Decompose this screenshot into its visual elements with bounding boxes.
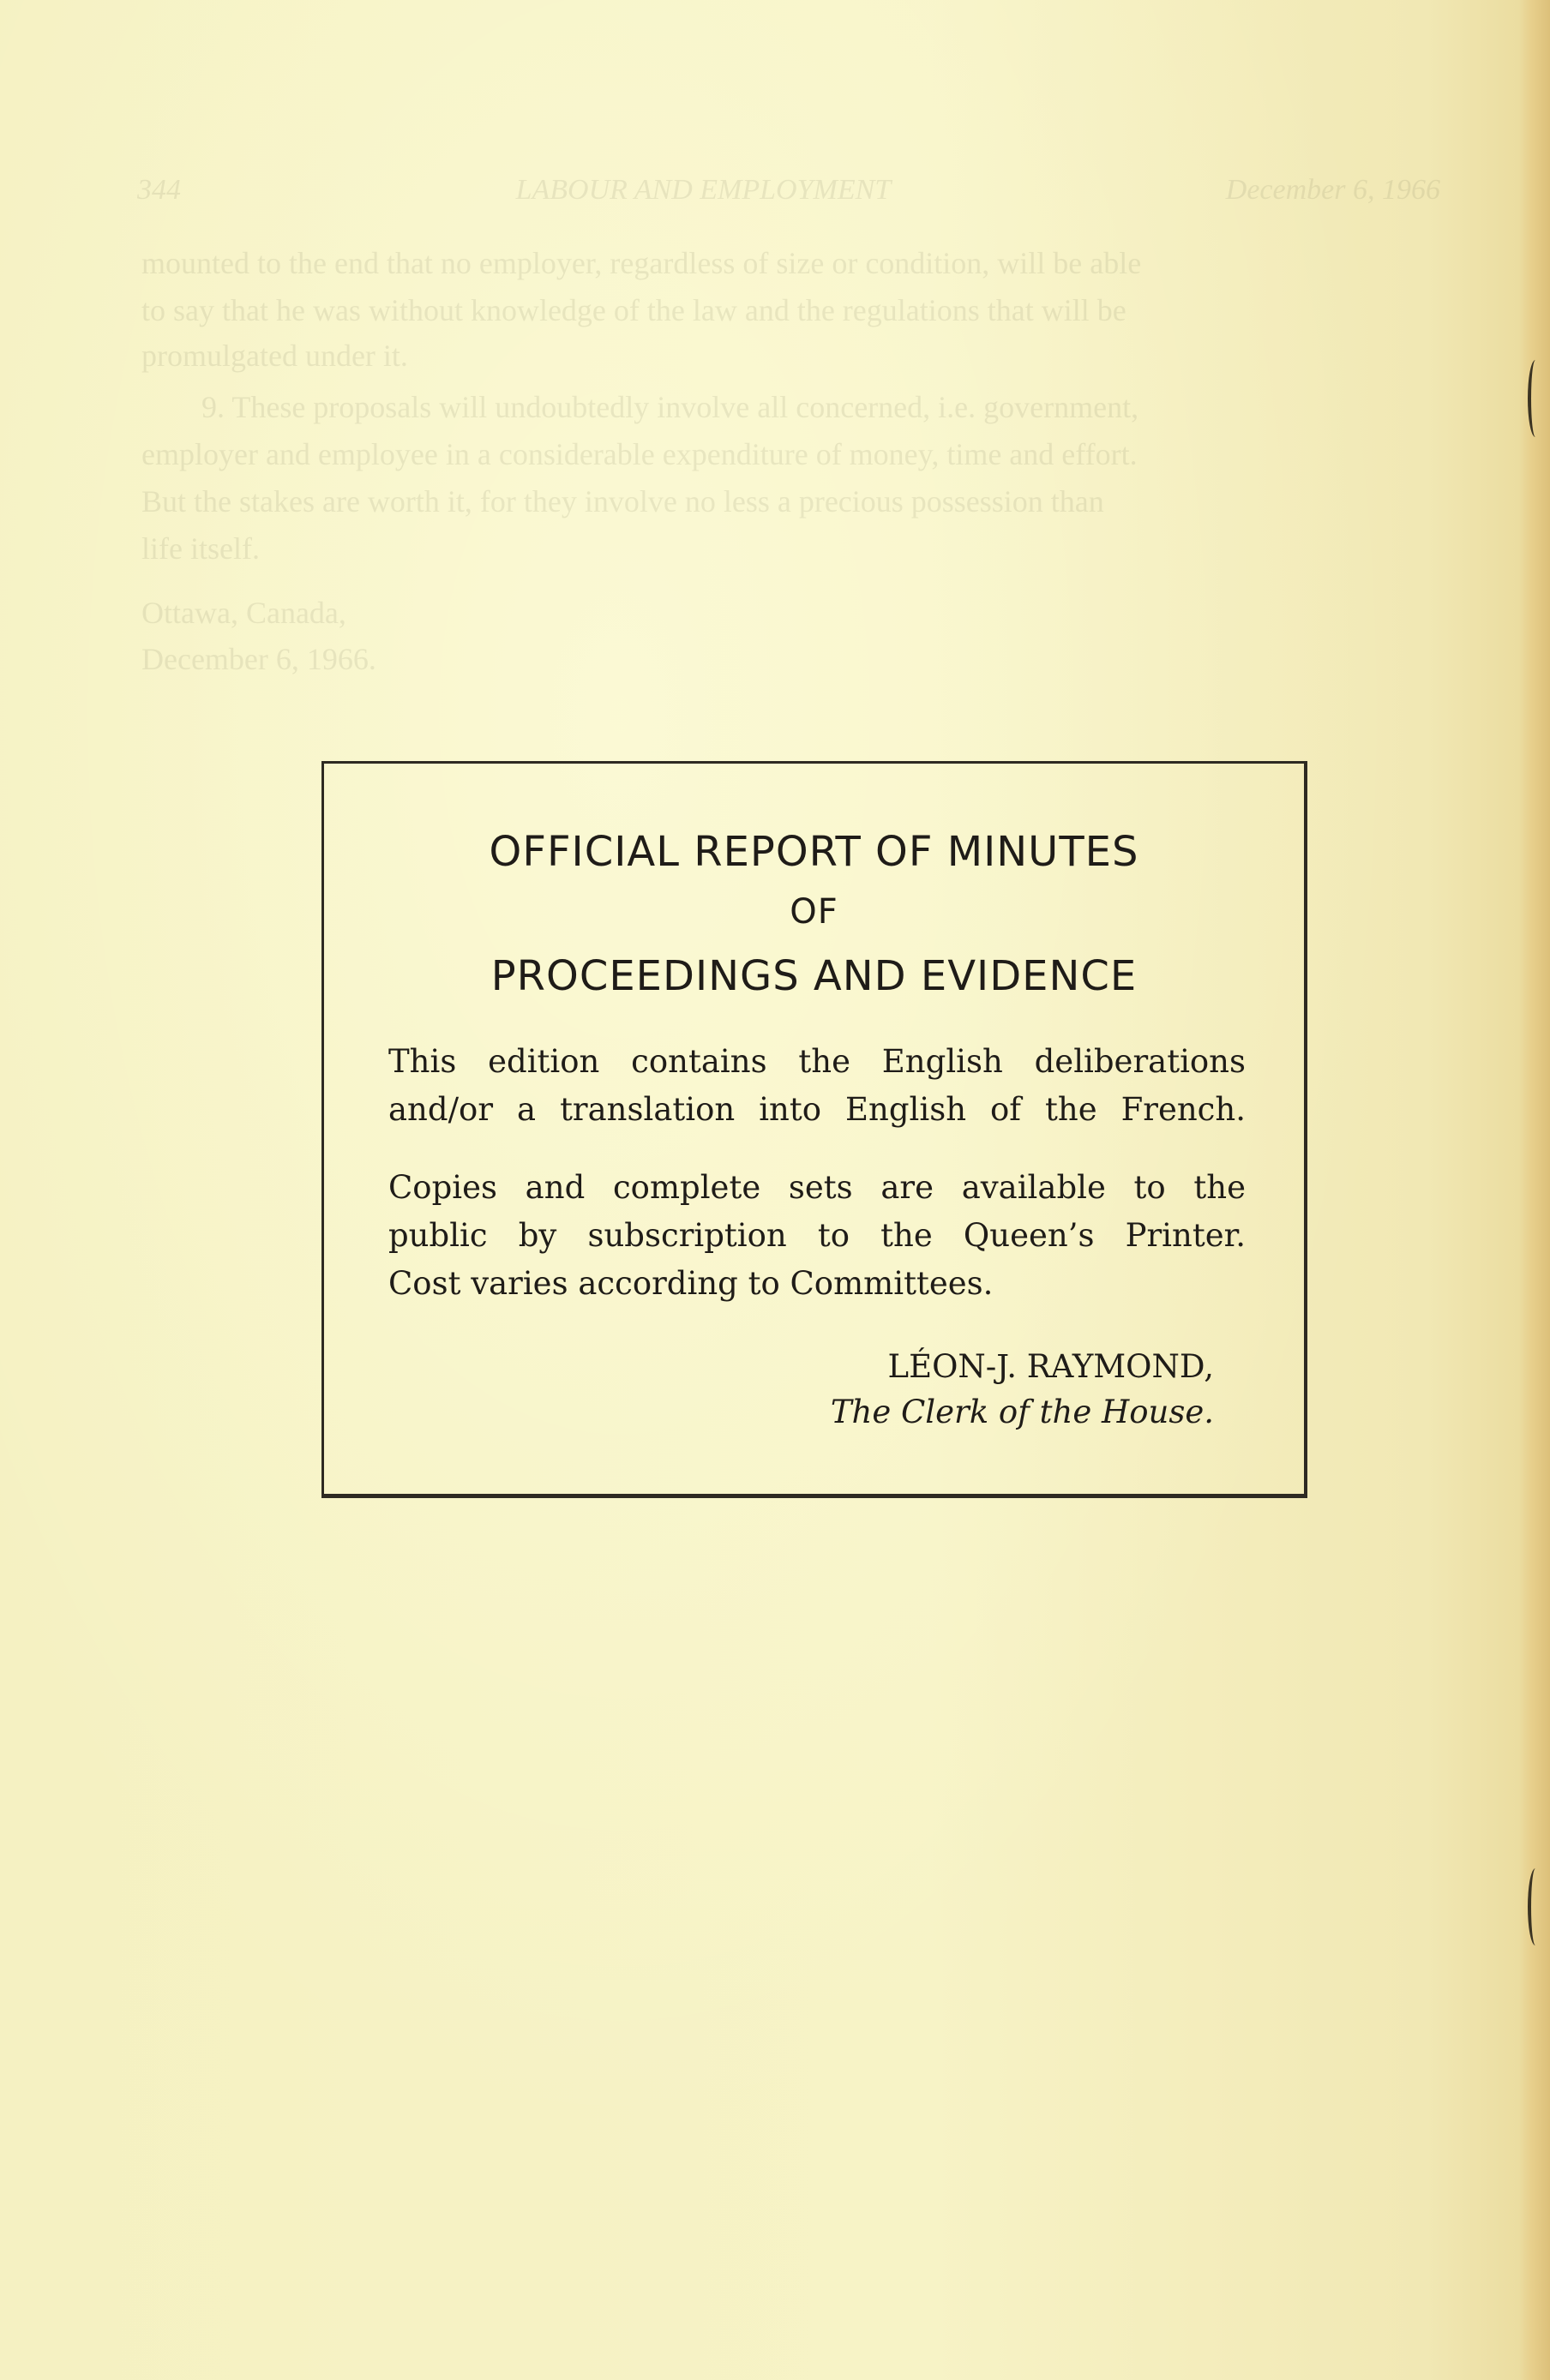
show-through-line: 9. These proposals will undoubtedly involve all concerned, i.e. government, [201,390,1139,424]
show-through-line: December 6, 1966. [141,642,376,676]
show-through-line: life itself. [141,531,260,566]
subscription-paragraph-line: public by subscription to the Queen’s Printer. [388,1217,1246,1254]
subscription-paragraph-line: Cost varies according to Committees. [388,1265,994,1302]
show-through-header [137,167,1440,213]
notice-title-line-1: OFFICIAL REPORT OF MINUTES [489,828,1139,876]
edition-paragraph [388,1038,1246,1134]
binding-clip-mark [1528,1868,1543,1945]
show-through-date: December 6, 1966 [1225,174,1440,206]
page-binding-edge [1519,0,1550,2380]
show-through-line: Ottawa, Canada, [141,596,346,630]
notice-title-line-3: PROCEEDINGS AND EVIDENCE [490,952,1138,1000]
edition-paragraph-line: This edition contains the English deliberations [388,1043,1246,1080]
show-through-line: employer and employee in a considerable expenditure of money, time and effort. [141,437,1138,471]
subscription-paragraph-line: Copies and complete sets are available to the [388,1169,1246,1206]
binding-clip-mark [1528,360,1543,437]
show-through-line: promulgated under it. [141,339,408,373]
signature-name: LÉON-J. RAYMOND, [887,1348,1214,1385]
subscription-paragraph [388,1164,1246,1308]
signature-title: The Clerk of the House. [830,1394,1214,1430]
edition-paragraph-line: and/or a translation into English of the French. [388,1091,1246,1128]
show-through-running-title: LABOUR AND EMPLOYMENT [515,174,892,206]
show-through-page-number: 344 [137,174,181,206]
notice-title-line-2: OF [790,892,838,932]
official-report-notice-box [321,761,1307,1498]
show-through-line: mounted to the end that no employer, regardless of size or condition, will be able [141,246,1142,280]
show-through-line: to say that he was without knowledge of the law and the regulations that will be [141,293,1126,327]
show-through-line: But the stakes are worth it, for they involve no less a precious possession than [141,484,1104,519]
